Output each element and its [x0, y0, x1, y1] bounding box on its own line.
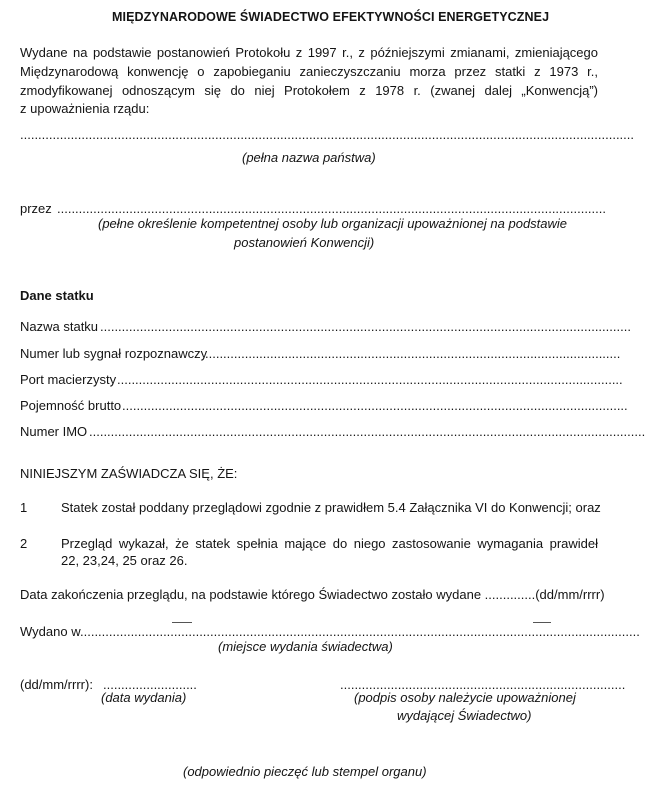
ship-data-heading: Dane statku [20, 288, 94, 303]
intro-line-1: Wydane na podstawie postanowień Protokołu z 1997 r., z późniejszymi zmianami, zmieniającego [20, 45, 598, 60]
signature-caption-line-2: wydającej Świadectwo) [397, 708, 532, 723]
by-dotted-line[interactable]: ........................................................................................................................................................ [57, 201, 606, 216]
issued-at-dotted-line[interactable]: ........................................................................................................................................................... [80, 624, 640, 639]
state-name-dotted-line[interactable]: .......................................................................................................................................................................... [20, 127, 635, 142]
ship-field-dotted-line[interactable]: ............................................................................................................................................ [117, 372, 623, 387]
scan-mark [533, 622, 551, 623]
ship-field-label: Numer IMO [20, 424, 88, 439]
ship-field-dotted-line[interactable]: .......................................................................................................................................................... [89, 424, 645, 439]
item-number: 2 [20, 536, 28, 551]
ship-field-label: Pojemność brutto [20, 398, 122, 413]
survey-completion-date: Data zakończenia przeglądu, na podstawie którego Świadectwo zostało wydane ..............(dd/mm/rrrr) [20, 587, 605, 602]
issue-date-caption: (data wydania) [101, 690, 187, 705]
ship-field-dotted-line[interactable]: ................................................................................................................................................... [100, 319, 631, 334]
ship-field-dotted-line[interactable]: ................................................................................................................... [205, 346, 621, 361]
item-text-line-2: 22, 23,24, 25 oraz 26. [61, 553, 188, 568]
item-text: Statek został poddany przeglądowi zgodnie z prawidłem 5.4 Załącznika VI do Konwencji; oraz [61, 500, 601, 515]
state-name-caption: (pełna nazwa państwa) [242, 150, 376, 165]
issue-date-label: (dd/mm/rrrr): [20, 677, 93, 692]
by-caption-line-2: postanowień Konwencji) [234, 235, 375, 250]
by-label: przez [20, 201, 52, 216]
stamp-caption: (odpowiednio pieczęć lub stempel organu) [183, 764, 427, 779]
ship-field-label: Port macierzysty [20, 372, 117, 387]
by-caption-line-1: (pełne określenie kompetentnej osoby lub organizacji upoważnionej na podstawie [98, 216, 568, 231]
certify-heading: NINIEJSZYM ZAŚWIADCZA SIĘ, ŻE: [20, 466, 238, 481]
signature-caption-line-1: (podpis osoby należycie upoważnionej [354, 690, 576, 705]
item-number: 1 [20, 500, 28, 515]
ship-field-label: Nazwa statku [20, 319, 99, 334]
intro-line-4: z upoważnienia rządu: [20, 101, 150, 116]
intro-line-3: zmodyfikowanej odnoszącym się do niej Protokołem z 1978 r. (zwanej dalej „Konwencją”) [20, 83, 598, 98]
intro-line-2: Międzynarodową konwencję o zapobieganiu zanieczyszczaniu morza przez statki z 1973 r., [20, 64, 598, 79]
scan-mark [172, 622, 192, 623]
signature-dotted-line[interactable]: ............................................................................... [340, 677, 626, 692]
issued-at-caption: (miejsce wydania świadectwa) [218, 639, 393, 654]
ship-field-label: Numer lub sygnał rozpoznawczy [20, 346, 208, 361]
ship-field-dotted-line[interactable]: ............................................................................................................................................ [122, 398, 628, 413]
issued-at-label: Wydano w [20, 624, 81, 639]
item-text-line-1: Przegląd wykazał, że statek spełnia mające do niego zastosowanie wymagania prawideł [61, 536, 598, 551]
document-title: MIĘDZYNARODOWE ŚWIADECTWO EFEKTYWNOŚCI ENERGETYCZNEJ [112, 10, 550, 24]
issue-date-dotted-line[interactable]: .......................... [103, 677, 197, 692]
